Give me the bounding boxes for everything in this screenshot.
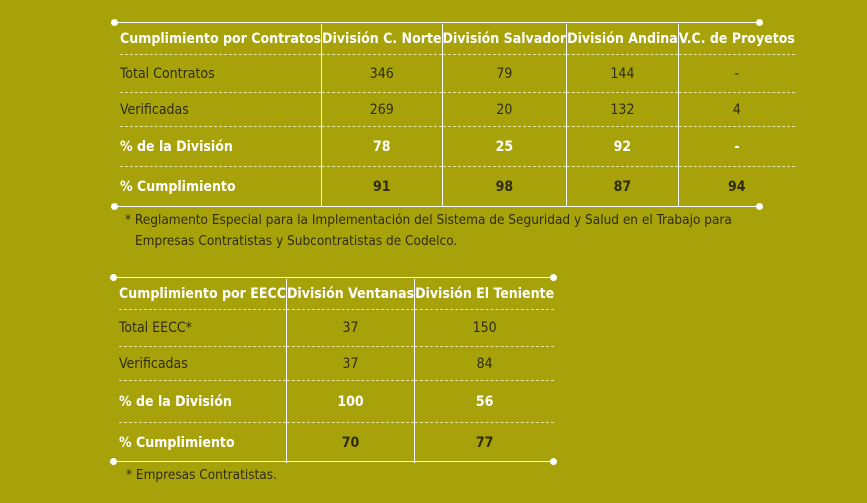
rule-dot [110, 458, 117, 465]
row-label: % Cumplimiento [119, 434, 235, 451]
table-cell: 87 [567, 167, 679, 207]
table-row [119, 347, 554, 381]
row-label: Total Contratos [120, 55, 322, 93]
column-header: V.C. de Proyetos [678, 24, 795, 55]
table2-footnote [126, 465, 277, 486]
footnote-line: * Reglamento Especial para la Implementación del Sistema de Seguridad y Salud en el Trabajo para [125, 212, 732, 228]
table-cell: 269 [322, 93, 443, 127]
rule-dot [111, 203, 118, 210]
table-header-row [120, 24, 795, 55]
footnote-line: Empresas Contratistas y Subcontratistas de Codelco. [135, 233, 458, 249]
table-cell: 150 [415, 310, 555, 347]
table-cell: 132 [567, 93, 679, 127]
table-row [119, 423, 554, 463]
eecc-compliance-table [113, 277, 554, 463]
table-cell: 346 [322, 55, 443, 93]
table-cell: 4 [678, 93, 795, 127]
table-row [119, 310, 554, 347]
column-header: División El Teniente [415, 279, 555, 310]
column-header: Cumplimiento por EECC [119, 279, 286, 310]
table-cell: 20 [442, 93, 567, 127]
table-cell: 78 [322, 127, 443, 167]
table-row [120, 93, 795, 127]
table-cell: 92 [567, 127, 679, 167]
table-row [119, 381, 554, 423]
table-cell: 91 [322, 167, 443, 207]
rule-dot [756, 203, 763, 210]
table-cell: 100 [286, 381, 414, 423]
table-bottom-rule [113, 461, 554, 462]
table-cell: 79 [442, 55, 567, 93]
column-header: División Salvador [442, 24, 567, 55]
table-header-row [119, 279, 554, 310]
table-cell: 144 [567, 55, 679, 93]
row-label: % de la División [120, 127, 322, 167]
row-label: Total EECC* [119, 310, 286, 347]
table-cell: - [678, 127, 795, 167]
table-cell: 37 [286, 310, 414, 347]
table-cell: 25 [442, 127, 567, 167]
column-header: División Andina [567, 24, 679, 55]
table-top-rule [114, 22, 760, 23]
table-cell: 70 [286, 423, 414, 463]
table-cell: 94 [678, 167, 795, 207]
row-label: Verificadas [119, 347, 286, 381]
table-cell: - [678, 55, 795, 93]
contracts-table [120, 24, 795, 207]
rule-dot [110, 274, 117, 281]
eecc-table [119, 279, 554, 463]
rule-dot [550, 458, 557, 465]
table-cell: 84 [415, 347, 555, 381]
table-cell: 98 [442, 167, 567, 207]
table-bottom-rule [114, 206, 760, 207]
table-row [120, 167, 795, 207]
footnote-line: * Empresas Contratistas. [126, 467, 277, 483]
row-label: % de la División [119, 381, 286, 423]
column-header: División Ventanas [286, 279, 414, 310]
column-header: Cumplimiento por Contratos [120, 24, 322, 55]
table-row [120, 127, 795, 167]
table-cell: 77 [415, 423, 555, 463]
table-row [120, 55, 795, 93]
row-label: Verificadas [120, 93, 322, 127]
table-top-rule [113, 277, 554, 278]
column-header: División C. Norte [322, 24, 443, 55]
row-label: % Cumplimiento [120, 178, 236, 195]
table-cell: 56 [415, 381, 555, 423]
table1-footnote [125, 210, 732, 252]
rule-dot [111, 19, 118, 26]
table-cell: 37 [286, 347, 414, 381]
contracts-compliance-table [114, 22, 795, 208]
